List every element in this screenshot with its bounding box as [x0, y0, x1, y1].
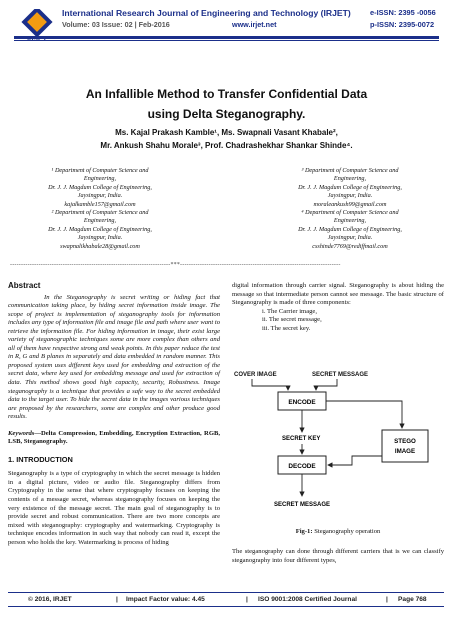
- affiliation-line: ² Department of Computer Science and: [51, 209, 149, 217]
- author-email: swapnalikhabale28@gmail.com: [60, 242, 140, 250]
- affiliation-line: Dr. J. J. Magdum College of Engineering,: [298, 183, 402, 191]
- footer-impact-factor: Impact Factor value: 4.45: [126, 596, 205, 603]
- section-separator: -------------------------------------------------------------------------***-------------------------------------------------------------------------: [10, 262, 341, 268]
- author-list: [0, 127, 453, 152]
- post-figure-text: The steganography can done through different carriers that is we can classify steganography into four different types,: [232, 548, 444, 564]
- affiliation-line: Jaysingpur, India.: [77, 192, 123, 200]
- affiliation-line: Jaysingpur, India.: [327, 192, 373, 200]
- affiliation-line: Engineering,: [333, 175, 367, 183]
- abstract-heading: Abstract: [8, 281, 41, 290]
- affiliation-line: ³ Department of Computer Science and: [301, 167, 399, 174]
- list-item: i. The Carrier image,: [262, 307, 317, 315]
- title-line: An Infallible Method to Transfer Confidential Data: [85, 87, 368, 101]
- caption-label: Fig-1:: [295, 528, 313, 535]
- e-issn: e-ISSN: 2395 -0056: [370, 8, 436, 17]
- list-item: iii. The secret key.: [262, 324, 311, 332]
- intro-text: Steganography is a type of cryptography in which the secret message is hidden in a digital picture, video or audio file. Steganography differs from Cryptography in the sense that where cryptography focuses on keeping the contents of a message secret, whereas steganography focuses on keeping the very existence of the message secret. The main goal of steganography is to provide secret and robust communication. There are two more concepts are mixed with steganography: cryptography and watermarking. Cryptography is technique encodes information in such way that nobody can read it, except the person who holds the key. Watermarking is process of hiding: [8, 470, 220, 546]
- journal-website-link[interactable]: www.irjet.net: [232, 20, 277, 29]
- header-divider-thin: [14, 40, 439, 41]
- p-issn: p-ISSN: 2395-0072: [370, 20, 435, 29]
- affiliation-line: Dr. J. J. Magdum College of Engineering,: [48, 225, 152, 233]
- decode-label: DECODE: [288, 463, 316, 470]
- encode-label: ENCODE: [288, 399, 316, 406]
- components-list: [232, 308, 444, 334]
- keywords-text: —Delta Compression, Embedding, Encryption Extraction, RGB, LSB, Steganography.: [8, 429, 220, 446]
- affiliation-line: Engineering,: [83, 175, 117, 183]
- steganography-diagram: [232, 368, 444, 520]
- journal-title: International Research Journal of Engineering and Technology (IRJET): [62, 8, 351, 18]
- left-column: [8, 282, 220, 547]
- header-divider: [14, 36, 439, 39]
- author-line: Mr. Ankush Shahu Morale³, Prof. Chadrashekhar Shankar Shinde⁴.: [100, 140, 353, 150]
- right-col-text: digital information through carrier signal. Steganography is about hiding the message so that intermediate person cannot see message. The basic structure of Steganography is made of three components:: [232, 282, 444, 307]
- author-email: kajalkamble157@gmail.com: [64, 200, 136, 208]
- abstract-text: In the Steganography is secret writing or hiding fact that communication taking place, by hiding secret information inside image. The scope of project is implementation of steganography tools for information includes any type of information file and image file and path where user want to retrieve the information file. For hiding information in image, their exist large variety of steganographic techniques some are more complex than others and all of them have respective strong and weak points. In this paper reduce the test in R, G and B planes in separately and data embedded in random manner. This proposed system uses different keys used for embedding and extraction of the secret data, where key used for embedding message and used for extraction of data. This method shows good high capacity, security, Robustness. Image steganography is a technique that provides a safe way to the secret embedded data to the target user. To hide the secret data in the images various techniques are proposed by the researchers, some are complex and other produce good results.: [8, 293, 220, 421]
- affiliation-line: ¹ Department of Computer Science and: [51, 167, 149, 174]
- affiliation-line: Engineering,: [333, 217, 367, 225]
- keywords-label: Keywords: [8, 429, 35, 437]
- secret-message-label: SECRET MESSAGE: [312, 372, 369, 378]
- footer-divider-bottom: [8, 606, 444, 607]
- footer-divider: [8, 592, 444, 593]
- paper-title: [0, 84, 453, 124]
- affiliation-line: Engineering,: [83, 217, 117, 225]
- affiliation-line: Dr. J. J. Magdum College of Engineering,: [298, 225, 402, 233]
- footer-copyright: © 2016, IRJET: [28, 596, 72, 603]
- footer-page-number: Page 768: [398, 596, 427, 603]
- affiliations-right: [270, 167, 430, 251]
- affiliation-line: Jaysingpur, India.: [327, 234, 373, 242]
- author-email: moraleankush99@gmail.com: [313, 200, 387, 208]
- affiliations-left: [20, 167, 180, 251]
- keywords: [8, 430, 220, 447]
- stego-label: STEGO: [394, 438, 416, 445]
- title-line: using Delta Steganography.: [147, 107, 306, 121]
- author-email: csshinde7769@rediffmail.com: [312, 242, 388, 250]
- volume-issue: Volume: 03 Issue: 02 | Feb-2016: [62, 20, 170, 29]
- stego-image-box: [382, 430, 428, 462]
- cover-image-label: COVER IMAGE: [234, 372, 277, 378]
- caption-text: Steganography operation: [312, 528, 381, 535]
- affiliation-line: Dr. J. J. Magdum College of Engineering,: [48, 183, 152, 191]
- intro-heading: 1. INTRODUCTION: [8, 454, 73, 464]
- stego-image-label: IMAGE: [394, 448, 416, 455]
- affiliation-line: Jaysingpur, India.: [77, 234, 123, 242]
- right-column: [232, 282, 444, 333]
- figure-caption: [232, 528, 444, 535]
- page-footer: © 2016, IRJET | Impact Factor value: 4.45 | ISO 9001:2008 Certified Journal | Page 768: [28, 596, 427, 603]
- author-line: Ms. Kajal Prakash Kamble¹, Ms. Swapnali Vasant Khabale²,: [115, 128, 338, 137]
- list-item: ii. The secret message,: [262, 316, 322, 324]
- footer-iso: ISO 9001:2008 Certified Journal: [258, 596, 357, 603]
- output-message-label: SECRET MESSAGE: [273, 502, 331, 508]
- affiliation-line: ⁴ Department of Computer Science and: [301, 209, 399, 217]
- secret-key-label: SECRET KEY: [282, 436, 321, 442]
